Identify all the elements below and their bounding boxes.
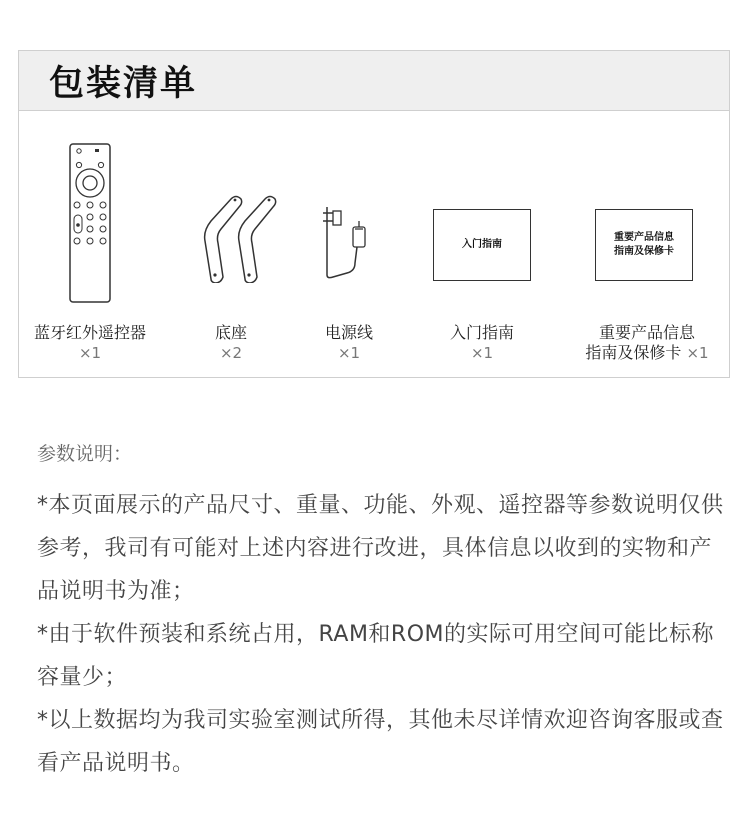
item-name-text: 指南及保修卡: [585, 343, 682, 362]
remote-control-icon: [69, 143, 111, 303]
booklet-line-2: 指南及保修卡: [614, 246, 674, 257]
booklet-title: 入门指南: [462, 239, 502, 250]
booklet-line-1: 重要产品信息: [614, 232, 674, 243]
package-item-quick-guide: [437, 323, 527, 363]
power-cord-icon: [319, 203, 379, 281]
item-name-line-1: 重要产品信息: [598, 323, 695, 342]
package-item-warranty-card: [565, 323, 729, 363]
item-name: 电源线: [324, 323, 373, 342]
parameter-notes: [37, 432, 727, 785]
package-list-header: [19, 51, 729, 111]
quick-start-guide-booklet: [433, 209, 531, 281]
package-list-title: 包装清单: [49, 63, 198, 104]
note-paragraph: *由于软件预装和系统占用，RAM和ROM的实际可用空间可能比标称容量少；: [37, 622, 715, 690]
item-name: 底座: [214, 323, 247, 342]
item-quantity: ×1: [78, 344, 102, 362]
stand-icon: [201, 191, 277, 283]
item-quantity: ×1: [470, 344, 494, 362]
item-name: 蓝牙红外遥控器: [33, 323, 146, 342]
warranty-booklet: [595, 209, 693, 281]
package-item-remote: [19, 323, 161, 363]
note-paragraph: *本页面展示的产品尺寸、重量、功能、外观、遥控器等参数说明仅供参考，我司有可能对上述内容进行改进，具体信息以收到的实物和产品说明书为准；: [37, 493, 724, 604]
item-quantity: ×1: [337, 344, 361, 362]
package-item-power-cord: [309, 323, 389, 363]
note-paragraph: *以上数据均为我司实验室测试所得，其他未尽详情欢迎咨询客服或查看产品说明书。: [37, 708, 724, 776]
item-quantity: ×1: [686, 344, 709, 362]
notes-title: 参数说明：: [37, 443, 133, 465]
item-quantity: ×2: [219, 344, 243, 362]
item-name: 入门指南: [449, 323, 514, 342]
package-list-box: [18, 50, 730, 378]
package-item-stand: [191, 323, 271, 363]
item-name-line-2: [565, 343, 729, 363]
